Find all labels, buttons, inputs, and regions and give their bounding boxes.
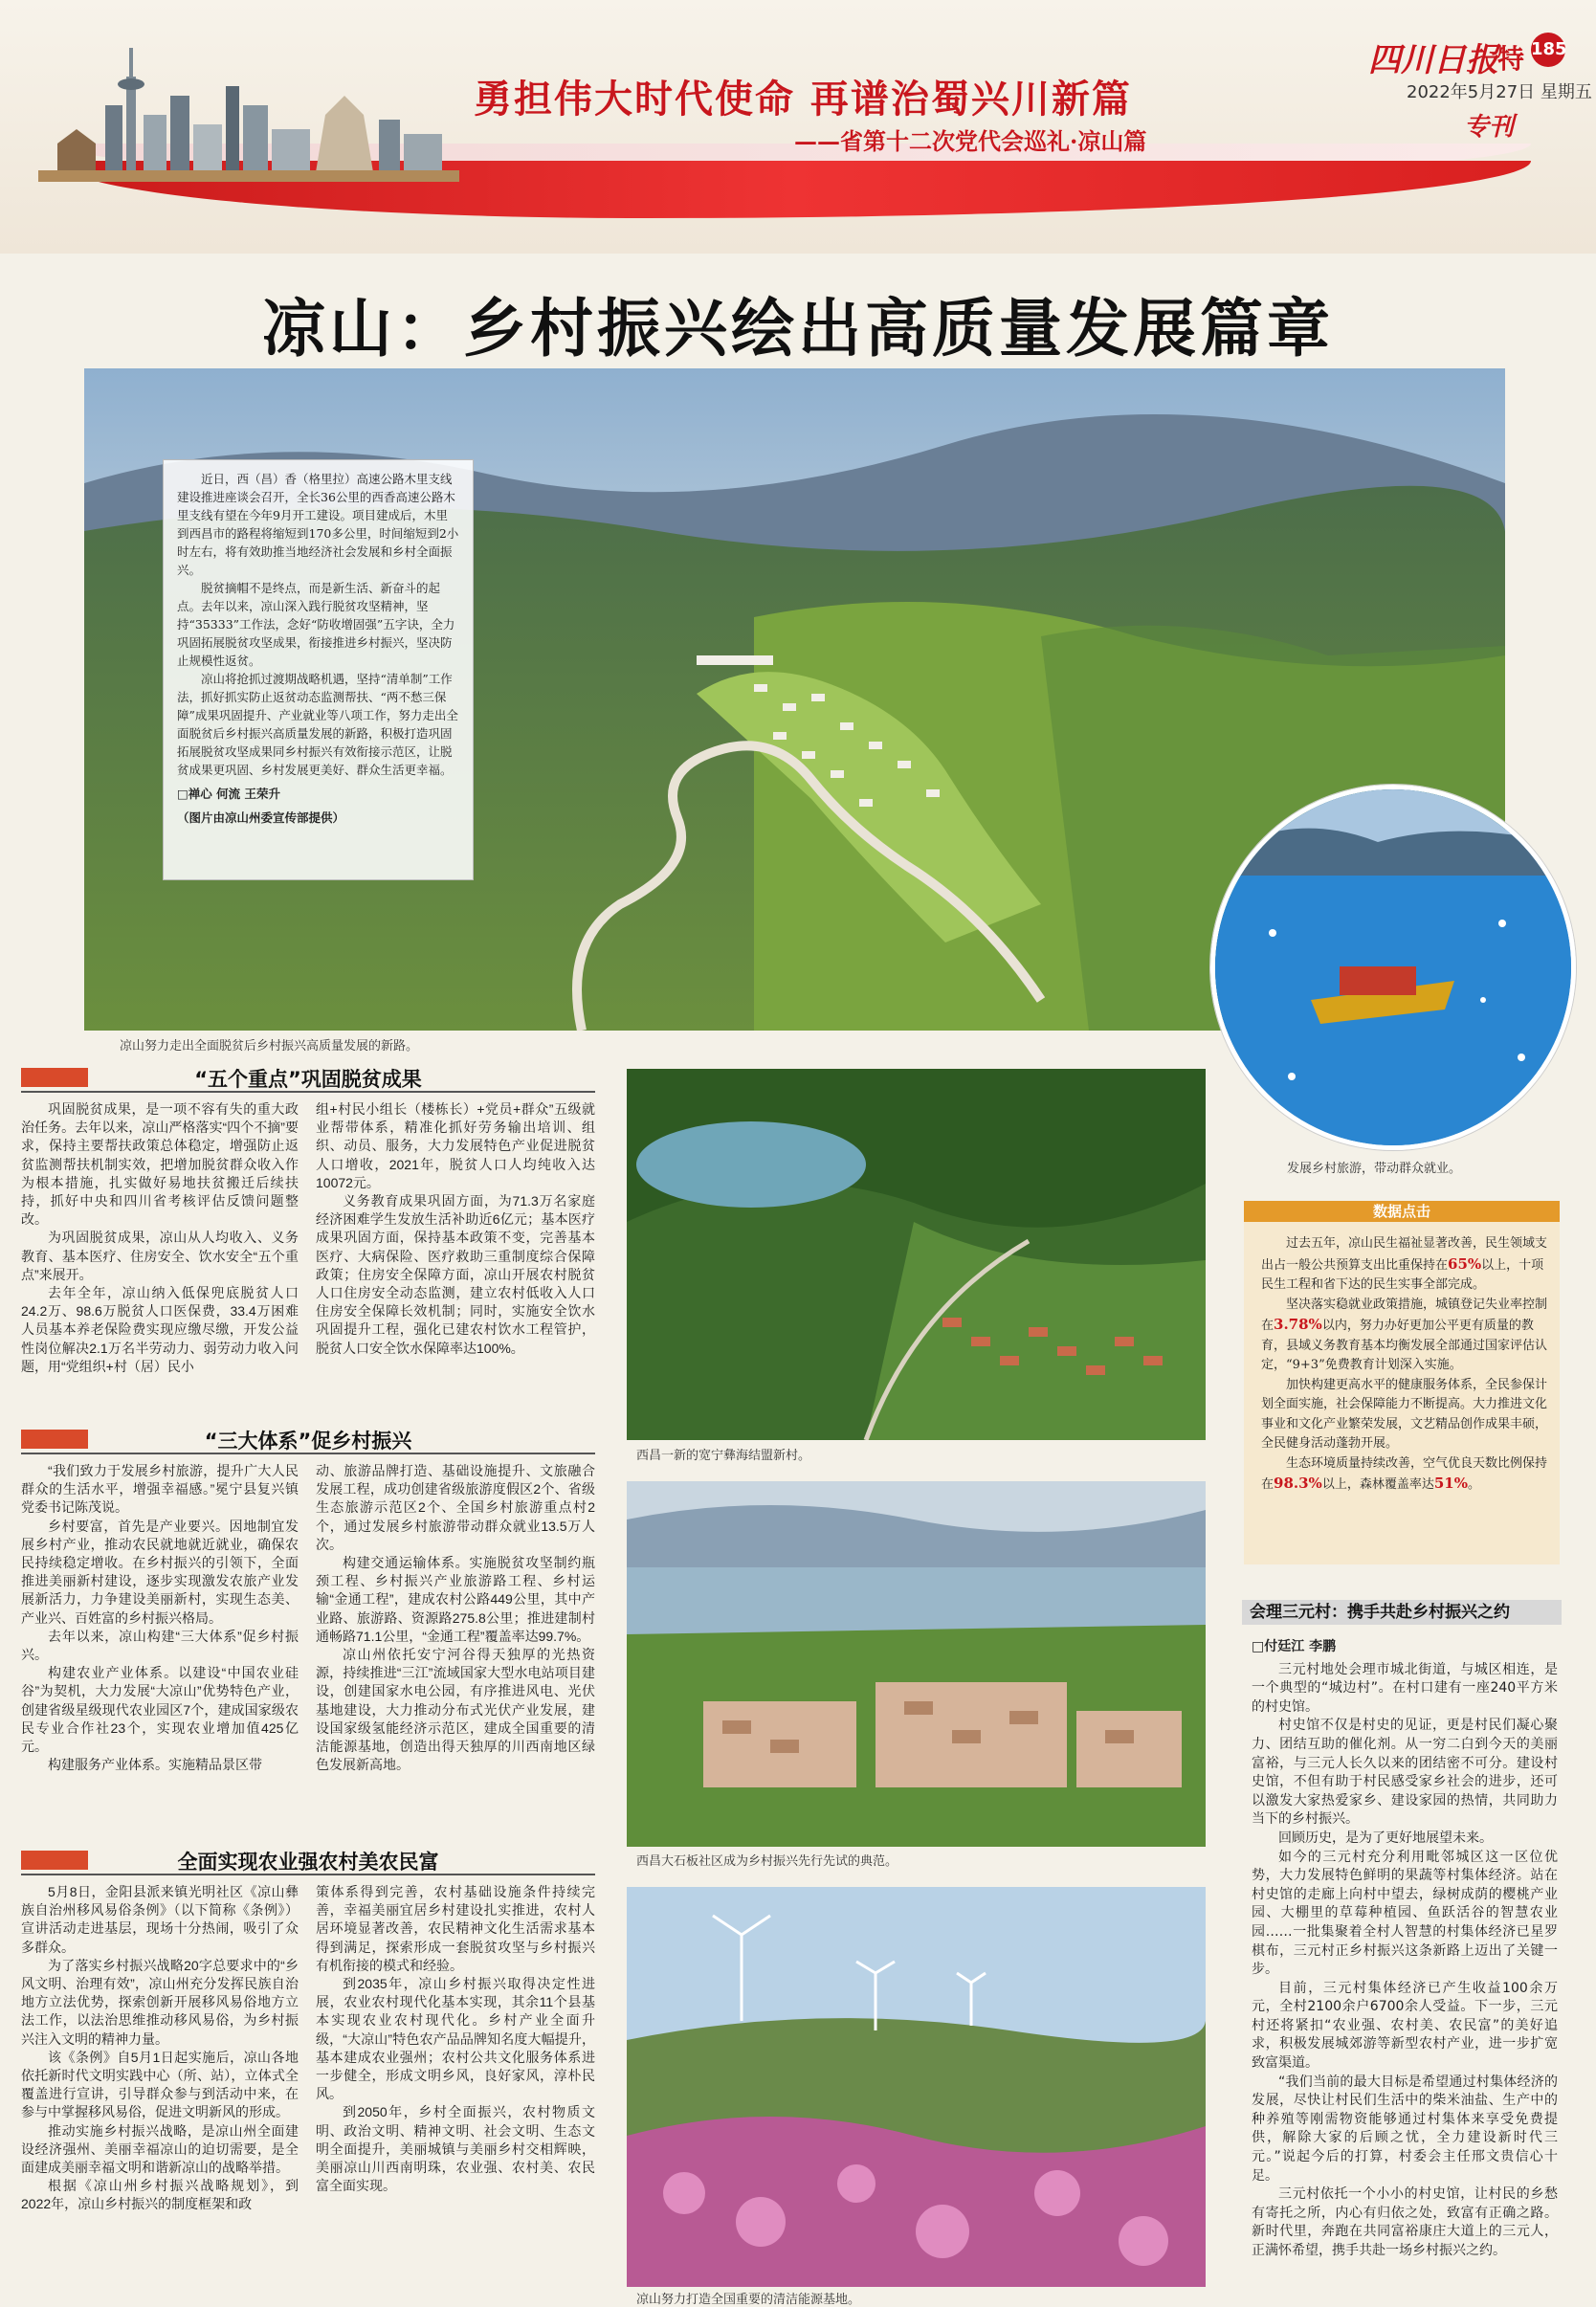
- intro-paragraph: 凉山将抢抓过渡期战略机遇，坚持“清单制”工作法，抓好抓实防止返贫动态监测帮扶、“两不愁三保障”成果巩固提升、产业就业等八项工作，努力走出全面脱贫后乡村振兴高质量发展的新路，积极打造巩固拓展脱贫攻坚成果同乡村振兴有效衔接示范区，让脱贫成果更巩固、乡村发展更美好、群众生活更幸福。: [177, 672, 458, 777]
- body-paragraph: 策体系得到完善，农村基础设施条件持续完善，幸福美丽宜居乡村建设扎实推进，农村人居环境显著改善，农民精神文化生活需求基本得到满足，探索形成一套脱贫攻坚与乡村振兴有机衔接的模式和经验。: [316, 1884, 595, 1973]
- photo1-caption: 西昌一新的宽宁彝海结盟新村。: [636, 1449, 811, 1463]
- body-paragraph: 如今的三元村充分利用毗邻城区这一区位优势，大力发展特色鲜明的果蔬等村集体经济。站在村史馆的走廊上向村中望去，绿树成荫的樱桃产业园、大棚里的草莓种植园、鱼跃活谷的智慧农业园……一批集聚着全村人智慧的村集体经济已星罗棋布，三元村正乡村振兴这条新路上迈出了关键一步。: [1252, 1849, 1558, 1978]
- body-paragraph: “我们当前的最大目标是希望通过村集体经济的发展，尽快让村民们生活中的柴米油盐、生产中的种养殖等刚需物资能够通过村集体来享受免费提供，解除大家的后顾之忧，全力建设新时代三元。”说起今后的打算，村委会主任邢文贵信心十足。: [1252, 2074, 1558, 2184]
- body-paragraph: 三元村依托一个小小的村史馆，让村民的乡愁有寄托之所，内心有归依之处，致富有正确之路。新时代里，奔跑在共同富裕康庄大道上的三元人，正满怀希望，携手共赴一场乡村振兴之约。: [1252, 2186, 1558, 2258]
- body-paragraph: 组+村民小组长（楼栋长）+党员+群众”五级就业帮带体系，精准化抓好劳务输出培训、组织、动员、服务，大力发展特色产业促进脱贫人口增收，2021年，脱贫人口人均纯收入达10072元。: [316, 1101, 595, 1190]
- section-2-col-2: [316, 1462, 595, 1774]
- stat-highlight: 3.78%: [1274, 1316, 1322, 1333]
- section-header-1: [21, 1064, 595, 1093]
- city-skyline-illustration: [38, 38, 459, 182]
- section-title: “三大体系”促乡村振兴: [204, 1430, 412, 1453]
- body-paragraph: 凉山州依托安宁河谷得天独厚的光热资源，持续推进“三江”流域国家大型水电站项目建设，创建国家水电公园，有序推进风电、光伏基地建设，大力推动分布式光伏产业发展，建设国家级氢能经济示范区，建成全国重要的清洁能源基地，创造出得天独厚的川西南地区绿色发展新高地。: [316, 1647, 595, 1773]
- section-3-col-1: [21, 1883, 299, 2214]
- body-paragraph: 义务教育成果巩固方面，为71.3万名家庭经济困难学生发放生活补助近6亿元；基本医疗成果巩固方面，保持基本政策不变，完善基本医疗、大病保险、医疗救助三重制度综合保障政策；住房安全保障方面，凉山开展农村脱贫人口住房安全动态监测，建立农村低收入人口住房安全保障长效机制；同时，实施安全饮水巩固提升工程，强化已建农村饮水工程管护，脱贫人口安全饮水保障率达100%。: [316, 1193, 595, 1356]
- stat-highlight: 98.3%: [1274, 1475, 1322, 1492]
- sub-slogan: ——省第十二次党代会巡礼·凉山篇: [794, 127, 1147, 155]
- body-paragraph: 目前，三元村集体经济已产生收益100余万元，全村2100余户6700余人受益。下一步，三元村还将紧扣“农业强、农村美、农民富”的美好追求，积极发展城郊游等新型农村产业，进一步扩宽致富渠道。: [1252, 1980, 1558, 2072]
- data-box-title: 数据点击: [1244, 1201, 1560, 1222]
- body-paragraph: 去年以来，凉山构建“三大体系”促乡村振兴。: [21, 1628, 299, 1663]
- body-paragraph: 动、旅游品牌打造、基础设施提升、文旅融合发展工程，成功创建省级旅游度假区2个、省级生态旅游示范区2个、全国乡村旅游重点村2个，通过发展乡村旅游带动群众就业13.5万人次。: [316, 1463, 595, 1552]
- page-number-badge: 185: [1531, 33, 1565, 67]
- section-title: “五个重点”巩固脱贫成果: [194, 1068, 422, 1091]
- body-paragraph: 乡村要富，首先是产业要兴。因地制宜发展乡村产业，推动农民就地就近就业，确保农民持续稳定增收。在乡村振兴的引领下，全面推进美丽新村建设，逐步实现激发农旅产业发展新活力，力争建设美丽新村，实现生态美、产业兴、百姓富的乡村振兴格局。: [21, 1518, 299, 1626]
- body-paragraph: 推动实施乡村振兴战略，是凉山州全面建设经济强州、美丽幸福凉山的迫切需要，是全面建成美丽幸福文明和谐新凉山的战略举措。: [21, 2122, 299, 2176]
- hero-caption: 凉山努力走出全面脱贫后乡村振兴高质量发展的新路。: [120, 1039, 419, 1054]
- body-paragraph: 为了落实乡村振兴战略20字总要求中的“乡风文明、治理有效”，凉山州充分发挥民族自治地方立法优势，探索创新开展移风易俗地方立法工作，以法治思维推动移风易俗，为乡村振兴注入文明的精神力量。: [21, 1957, 299, 2047]
- body-paragraph: 为巩固脱贫成果，凉山从人均收入、义务教育、基本医疗、住房安全、饮水安全“五个重点”来展开。: [21, 1230, 299, 1282]
- stat-highlight: 51%: [1433, 1475, 1468, 1492]
- body-paragraph: “我们致力于发展乡村旅游，提升广大人民群众的生活水平，增强幸福感。”冕宁县复兴镇党委书记陈茂说。: [21, 1463, 299, 1516]
- section-2-col-1: [21, 1462, 299, 1774]
- data-paragraph: 过去五年，凉山民生福祉显著改善，民生领域支出占一般公共预算支出比重保持在65%以上，十项民生工程和省下达的民生实事全部完成。: [1261, 1236, 1548, 1292]
- village-lake-photo: [627, 1069, 1206, 1440]
- lake-boat-photo: [1210, 785, 1576, 1150]
- issue-date: 2022年5月27日 星期五: [1407, 82, 1592, 102]
- body-paragraph: 巩固脱贫成果，是一项不容有失的重大政治任务。去年以来，凉山严格落实“四个不摘”要求，保持主要帮扶政策总体稳定，增强防止返贫监测帮扶机制实效，把增加脱贫群众收入作为根本措施，扎实做好易地扶贫搬迁后续扶持，抓好中央和四川省考核评估反馈问题整改。: [21, 1101, 299, 1228]
- right-article-body: [1252, 1638, 1558, 2261]
- body-paragraph: 根据《凉山州乡村振兴战略规划》，到2022年，凉山乡村振兴的制度框架和政: [21, 2178, 299, 2212]
- body-paragraph: 回顾历史，是为了更好地展望未来。: [1278, 1830, 1493, 1846]
- edition-label: 特: [1497, 43, 1525, 75]
- section-1-col-1: [21, 1100, 299, 1376]
- section-3-col-2: [316, 1883, 595, 2195]
- slogan: 勇担伟大时代使命 再谱治蜀兴川新篇: [474, 77, 1132, 122]
- newspaper-logo: 四川日报: [1368, 41, 1498, 79]
- photo-credit: （图片由凉山州委宣传部提供）: [177, 810, 345, 825]
- circle-caption: 发展乡村旅游，带动群众就业。: [1287, 1162, 1462, 1176]
- body-paragraph: 构建服务产业体系。实施精品景区带: [48, 1757, 262, 1773]
- town-lake-photo: [627, 1481, 1206, 1847]
- section-1-col-2: [316, 1100, 595, 1358]
- body-paragraph: 村史馆不仅是村史的见证，更是村民们凝心聚力、团结互助的催化剂。从一穷二白到今天的美丽富裕，与三元人长久以来的团结密不可分。建设村史馆，不但有助于村民感受家乡社会的进步，还可以激发大家热爱家乡、建设家园的热情，共同助力当下的乡村振兴。: [1252, 1718, 1558, 1828]
- data-box-text: [1261, 1234, 1548, 1496]
- photo2-caption: 西昌大石板社区成为乡村振兴先行先试的典范。: [636, 1854, 898, 1869]
- body-paragraph: 到2050年，乡村全面振兴，农村物质文明、政治文明、精神文明、社会文明、生态文明全面提升，美丽城镇与美丽乡村交相辉映，美丽凉山川西南明珠，农业强、农村美、农民富全面实现。: [316, 2104, 595, 2194]
- windmill-flower-photo: [627, 1887, 1206, 2287]
- intro-byline: □禅心 何流 王荣升: [177, 787, 281, 801]
- section-title: 全面实现农业强农村美农民富: [177, 1851, 439, 1874]
- body-paragraph: 到2035年，凉山乡村振兴取得决定性进展，农业农村现代化基本实现，其余11个县基本实现农业农村现代化。乡村产业全面升级，“大凉山”特色农产品品牌知名度大幅提升，基本建成农业强州；农村公共文化服务体系进一步健全，形成文明乡风，良好家风，淳朴民风。: [316, 1976, 595, 2102]
- stat-highlight: 65%: [1448, 1254, 1482, 1273]
- right-article-byline: □付廷江 李鹏: [1252, 1639, 1337, 1654]
- body-paragraph: 5月8日，金阳县派来镇光明社区《凉山彝族自治州移风易俗条例》（以下简称《条例》）宣讲活动走进基层，现场十分热闹，吸引了众多群众。: [21, 1884, 299, 1955]
- special-issue-label: 专刊: [1464, 113, 1515, 142]
- body-paragraph: 去年全年，凉山纳入低保兜底脱贫人口24.2万、98.6万脱贫人口医保费，33.4万困难人员基本养老保险费实现应缴尽缴，开发公益性岗位解决2.1万名半劳动力、弱劳动力收入问题，用“党组织+村（居）民小: [21, 1285, 299, 1374]
- section-header-2: [21, 1426, 595, 1454]
- page-headline: 凉山：乡村振兴绘出高质量发展篇章: [262, 291, 1334, 366]
- intro-text-box: [163, 459, 474, 880]
- body-paragraph: 构建交通运输体系。实施脱贫攻坚制约瓶颈工程、乡村振兴产业旅游路工程、乡村运输“金通工程”，建成农村公路449公里，其中产业路、旅游路、资源路275.8公里；推进建制村通畅路71.1公里，“金通工程”覆盖率达99.7%。: [316, 1555, 595, 1644]
- data-paragraph: 生态环境质量持续改善，空气优良天数比例保持在98.3%以上，森林覆盖率达51%。: [1261, 1455, 1548, 1492]
- section-header-3: [21, 1847, 595, 1875]
- data-paragraph: 坚决落实稳就业政策措施，城镇登记失业率控制在3.78%以内，努力办好更加公平更有质量的教育，县域义务教育基本均衡发展全部通过国家评估认定，“9+3”免费教育计划深入实施。: [1261, 1297, 1548, 1372]
- data-paragraph: 加快构建更高水平的健康服务体系，全民参保计划全面实施，社会保障能力不断提高。大力推进文化事业和文化产业繁荣发展，文艺精品创作成果丰硕，全民健身活动蓬勃开展。: [1261, 1377, 1548, 1451]
- body-paragraph: 构建农业产业体系。以建设“中国农业硅谷”为契机，大力发展“大凉山”优势特色产业，创建省级星级现代农业园区7个，建成国家级农民专业合作社23个，实现农业增加值425亿元。: [21, 1665, 299, 1755]
- photo3-caption: 凉山努力打造全国重要的清洁能源基地。: [636, 2293, 861, 2307]
- body-paragraph: 该《条例》自5月1日起实施后，凉山各地依托新时代文明实践中心（所、站），立体式全覆盖进行宣讲，引导群众参与到活动中来，在参与中掌握移风易俗，促进文明新风的形成。: [21, 2049, 299, 2120]
- right-article-title: 会理三元村：携手共赴乡村振兴之约: [1242, 1600, 1562, 1625]
- intro-paragraph: 脱贫摘帽不是终点，而是新生活、新奋斗的起点。去年以来，凉山深入践行脱贫攻坚精神，坚持“35333”工作法，念好“防收增固强”五字诀，全力巩固拓展脱贫攻坚成果，衔接推进乡村振兴，坚决防止规模性返贫。: [177, 581, 455, 668]
- body-paragraph: 三元村地处会理市城北街道，与城区相连，是一个典型的“城边村”。在村口建有一座240平方米的村史馆。: [1252, 1661, 1558, 1715]
- intro-paragraph: 近日，西（昌）香（格里拉）高速公路木里支线建设推进座谈会召开，全长36公里的西香高速公路木里支线有望在今年9月开工建设。项目建成后，木里到西昌市的路程将缩短到170多公里，时间缩短到2小时左右，将有效助推当地经济社会发展和乡村全面振兴。: [177, 472, 459, 577]
